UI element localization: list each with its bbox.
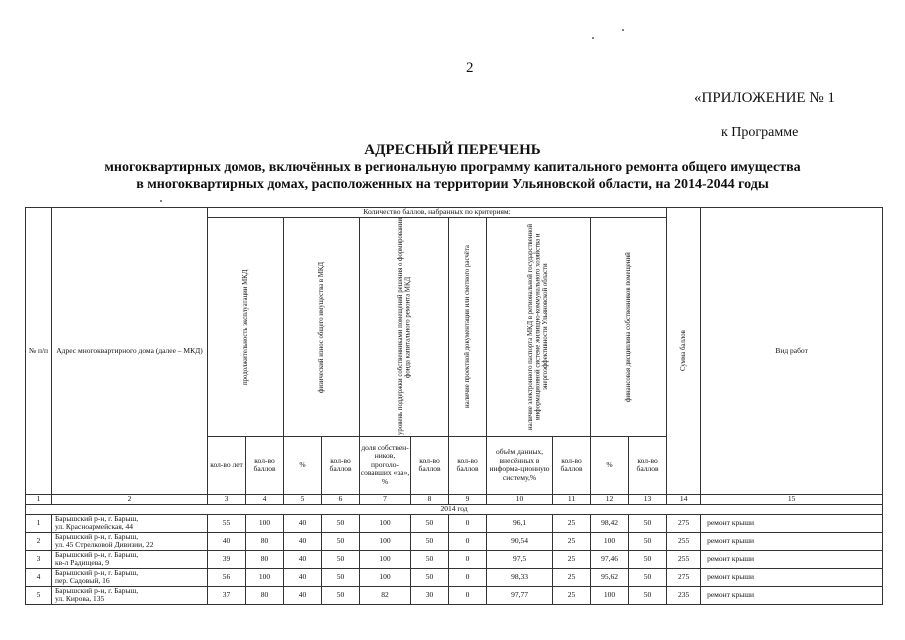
row-value: 80 (246, 550, 284, 568)
header-criterion-5: наличие электронного паспорта МКД в региональной государственной информационной системе жилищно-коммунального хозяйства и энергоэффективности Ульяновской области (487, 217, 591, 436)
appendix-label: «ПРИЛОЖЕНИЕ № 1 (694, 90, 835, 106)
row-value: 100 (591, 586, 629, 604)
index-cell: 11 (553, 494, 591, 504)
sub-percent: % (591, 436, 629, 494)
row-value: 96,1 (487, 514, 553, 532)
row-value: 40 (208, 532, 246, 550)
row-number: 1 (26, 514, 52, 532)
row-value: 82 (360, 586, 411, 604)
document-subtitle-line1: многоквартирных домов, включённых в региональную программу капитального ремонта общего имущества (104, 160, 801, 175)
row-address (52, 550, 208, 568)
row-number: 2 (26, 532, 52, 550)
row-number: 4 (26, 568, 52, 586)
address-line2: ул. Кирова, 135 (55, 594, 105, 603)
row-value: 255 (667, 550, 701, 568)
sub-volume: объём данных, внесённых в информа-ционную систему,% (487, 436, 553, 494)
header-criterion-3: уровень поддержки собственниками помещений решения о формировании фонда капитального ремонта МКД (360, 217, 449, 436)
sub-points: кол-во баллов (553, 436, 591, 494)
header-criterion-4: наличие проектной документации или сметного расчёта (449, 217, 487, 436)
index-cell: 4 (246, 494, 284, 504)
row-address (52, 568, 208, 586)
row-value: 235 (667, 586, 701, 604)
row-value: 40 (284, 514, 322, 532)
row-value: 275 (667, 568, 701, 586)
index-cell: 3 (208, 494, 246, 504)
header-criterion-1: продолжительность эксплуатации МКД (208, 217, 284, 436)
row-value: 97,46 (591, 550, 629, 568)
row-value: 30 (411, 586, 449, 604)
row-value: 56 (208, 568, 246, 586)
row-value: 50 (629, 550, 667, 568)
row-value: 50 (629, 532, 667, 550)
row-value: 25 (553, 586, 591, 604)
row-value: 0 (449, 514, 487, 532)
row-value: 39 (208, 550, 246, 568)
row-value: 55 (208, 514, 246, 532)
row-value: 0 (449, 532, 487, 550)
header-work: Вид работ (701, 208, 883, 495)
row-value: 0 (449, 550, 487, 568)
row-work-type: ремонт крыши (701, 568, 883, 586)
row-work-type: ремонт крыши (701, 550, 883, 568)
row-address (52, 532, 208, 550)
address-line2: ул. Красноармейская, 44 (55, 522, 134, 531)
index-cell: 1 (26, 494, 52, 504)
row-work-type: ремонт крыши (701, 514, 883, 532)
address-line1: Барышский р-н, г. Барыш, (55, 532, 139, 541)
program-label: к Программе (721, 125, 799, 140)
header-criteria-group: Количество баллов, набранных по критериям: (208, 208, 667, 218)
sub-percent: % (284, 436, 322, 494)
header-criterion-6: финансовая дисциплина собственников помещений (591, 217, 667, 436)
scan-speck (622, 29, 624, 31)
sub-points: кол-во баллов (449, 436, 487, 494)
header-criterion-2: физический износ общего имущества в МКД (284, 217, 360, 436)
page-number: 2 (466, 60, 474, 76)
row-value: 0 (449, 568, 487, 586)
address-line1: Барышский р-н, г. Барыш, (55, 568, 139, 577)
row-value: 80 (246, 586, 284, 604)
row-value: 25 (553, 550, 591, 568)
row-number: 3 (26, 550, 52, 568)
index-cell: 13 (629, 494, 667, 504)
row-value: 50 (322, 550, 360, 568)
document-title: АДРЕСНЫЙ ПЕРЕЧЕНЬ (364, 142, 541, 158)
index-cell: 9 (449, 494, 487, 504)
row-value: 40 (284, 568, 322, 586)
header-address: Адрес многоквартирного дома (далее – МКД) (52, 208, 208, 495)
row-value: 50 (411, 532, 449, 550)
header-sum: Сумма баллов (667, 208, 701, 495)
index-cell: 15 (701, 494, 883, 504)
address-line1: Барышский р-н, г. Барыш, (55, 550, 139, 559)
scan-speck (592, 37, 594, 39)
row-value: 40 (284, 550, 322, 568)
row-value: 100 (360, 550, 411, 568)
sub-years: кол-во лет (208, 436, 246, 494)
row-value: 50 (322, 514, 360, 532)
row-work-type: ремонт крыши (701, 586, 883, 604)
row-value: 90,54 (487, 532, 553, 550)
row-value: 80 (246, 532, 284, 550)
row-value: 95,62 (591, 568, 629, 586)
index-cell: 6 (322, 494, 360, 504)
row-value: 100 (591, 532, 629, 550)
index-cell: 8 (411, 494, 449, 504)
table-row (26, 568, 883, 586)
index-cell: 10 (487, 494, 553, 504)
row-value: 98,42 (591, 514, 629, 532)
document-subtitle-line2: в многоквартирных домах, расположенных на территории Ульяновской области, на 2014-2044 годы (136, 177, 769, 192)
row-work-type: ремонт крыши (701, 532, 883, 550)
row-value: 97,77 (487, 586, 553, 604)
year-row (26, 504, 883, 514)
row-value: 50 (322, 586, 360, 604)
sub-points: кол-во баллов (629, 436, 667, 494)
row-value: 98,33 (487, 568, 553, 586)
row-value: 25 (553, 568, 591, 586)
address-line1: Барышский р-н, г. Барыш, (55, 586, 139, 595)
sub-points: кол-во баллов (246, 436, 284, 494)
table-row (26, 532, 883, 550)
index-cell: 7 (360, 494, 411, 504)
table-row (26, 586, 883, 604)
row-value: 50 (629, 586, 667, 604)
row-value: 100 (360, 568, 411, 586)
column-index-row (26, 494, 883, 504)
index-cell: 2 (52, 494, 208, 504)
row-value: 97,5 (487, 550, 553, 568)
row-value: 50 (411, 550, 449, 568)
address-line1: Барышский р-н, г. Барыш, (55, 514, 139, 523)
row-value: 275 (667, 514, 701, 532)
header-num: № п/п (26, 208, 52, 495)
row-value: 25 (553, 514, 591, 532)
index-cell: 14 (667, 494, 701, 504)
sub-points: кол-во баллов (411, 436, 449, 494)
sub-points: кол-во баллов (322, 436, 360, 494)
row-value: 50 (629, 568, 667, 586)
row-value: 40 (284, 532, 322, 550)
row-value: 50 (629, 514, 667, 532)
row-value: 50 (411, 514, 449, 532)
row-value: 100 (360, 532, 411, 550)
scan-speck (160, 200, 162, 202)
address-list-table (25, 207, 883, 605)
row-value: 100 (360, 514, 411, 532)
row-address (52, 514, 208, 532)
row-value: 50 (322, 532, 360, 550)
year-label: 2014 год (26, 504, 883, 514)
row-value: 25 (553, 532, 591, 550)
table-row (26, 550, 883, 568)
row-value: 37 (208, 586, 246, 604)
row-address (52, 586, 208, 604)
index-cell: 5 (284, 494, 322, 504)
table-row (26, 514, 883, 532)
row-value: 50 (411, 568, 449, 586)
address-line2: кв-л Радищева, 9 (55, 558, 110, 567)
row-value: 40 (284, 586, 322, 604)
row-value: 0 (449, 586, 487, 604)
row-value: 50 (322, 568, 360, 586)
row-number: 5 (26, 586, 52, 604)
sub-share: доля собствен-ников, проголо-совавших «за», % (360, 436, 411, 494)
address-line2: пер. Садовый, 16 (55, 576, 110, 585)
row-value: 100 (246, 514, 284, 532)
index-cell: 12 (591, 494, 629, 504)
row-value: 255 (667, 532, 701, 550)
row-value: 100 (246, 568, 284, 586)
address-line2: ул. 45 Стрелковой Дивизии, 22 (55, 540, 154, 549)
